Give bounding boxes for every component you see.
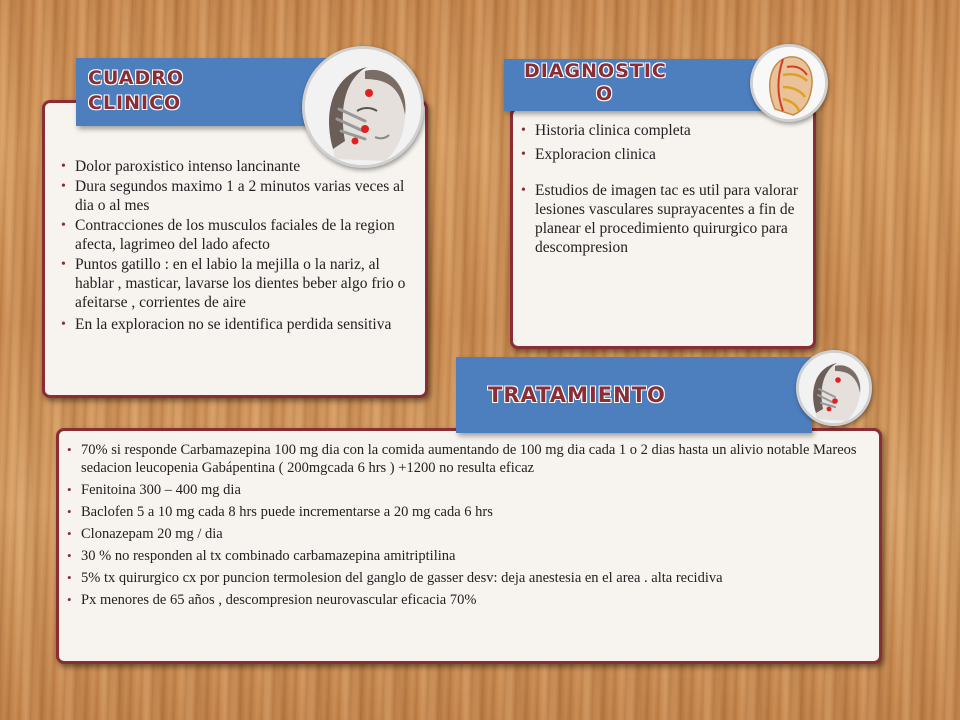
face-pain-icon <box>796 350 872 426</box>
tratamiento-title: TRATAMIENTO <box>488 383 666 407</box>
tratamiento-banner <box>456 357 812 433</box>
tratamiento-list <box>65 441 873 609</box>
list-item: • 5% tx quirurgico cx por puncion termolesion del ganglo de gasser desv: deja anestesia en el area . alta recidiva <box>65 569 873 587</box>
list-item: • Exploracion clinica <box>519 145 807 164</box>
diagnostico-title-line1: DIAGNOSTIC <box>524 60 667 82</box>
tratamiento-panel <box>56 428 882 664</box>
list-item: • Estudios de imagen tac es util para valorar lesiones vasculares suprayacentes a fin de planear el procedimiento quirurgico para descompresion <box>519 181 807 257</box>
diagnostico-list <box>519 121 807 257</box>
face-nerve-icon <box>750 44 828 122</box>
list-item: • Px menores de 65 años , descompresion neurovascular eficacia 70% <box>65 591 873 609</box>
list-item: • En la exploracion no se identifica perdida sensitiva <box>59 315 415 334</box>
list-item: • Puntos gatillo : en el labio la mejilla o la nariz, al hablar , masticar, lavarse los dientes beber algo frio o afeitarse , corrientes de aire <box>59 255 415 312</box>
diagnostico-banner <box>504 59 770 111</box>
list-item: • Dolor paroxistico intenso lancinante <box>59 157 415 176</box>
face-pain-icon <box>302 46 424 168</box>
cuadro-clinico-title-line1: CUADRO <box>88 67 185 89</box>
diagnostico-title-line2: O <box>596 83 614 105</box>
diagnostico-panel <box>510 107 816 349</box>
list-item: • Clonazepam 20 mg / dia <box>65 525 873 543</box>
list-item: • Dura segundos maximo 1 a 2 minutos varias veces al dia o al mes <box>59 177 415 215</box>
list-item: • Historia clinica completa <box>519 121 807 140</box>
cuadro-clinico-title-line2: CLINICO <box>88 92 182 114</box>
list-item: • Contracciones de los musculos faciales de la region afecta, lagrimeo del lado afecto <box>59 216 415 254</box>
list-item: • 70% si responde Carbamazepina 100 mg dia con la comida aumentando de 100 mg dia cada 1 o 2 dias hasta un alivio notable Mareos sedacion leucopenia Gabápentina ( 200mgcada 6 hrs ) +1200 no resulta eficaz <box>65 441 873 477</box>
list-item: • 30 % no responden al tx combinado carbamazepina amitriptilina <box>65 547 873 565</box>
list-item: • Baclofen 5 a 10 mg cada 8 hrs puede incrementarse a 20 mg cada 6 hrs <box>65 503 873 521</box>
cuadro-clinico-list <box>59 157 415 334</box>
list-item: • Fenitoina 300 – 400 mg dia <box>65 481 873 499</box>
